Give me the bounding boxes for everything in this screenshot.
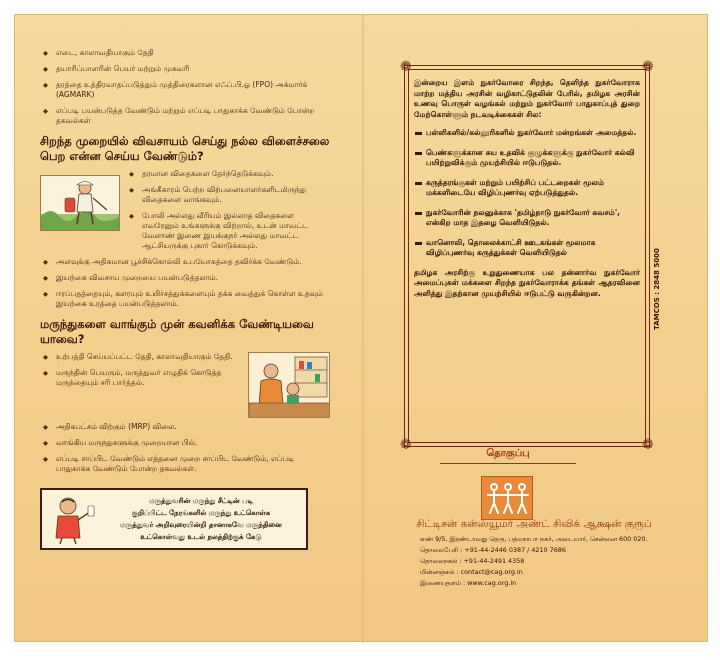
organization-name: சிட்டிசன் கன்ஸ்யூமர் அண்ட் சிவிக் ஆக்ஷன் குரூப்	[416, 518, 652, 530]
farming-bullets	[126, 169, 330, 257]
medicine-more-bullets	[40, 422, 330, 474]
list-item: ◆ அதிகபட்சம் விற்கும் (MRP) விலை.	[40, 422, 330, 432]
list-item: ◆ மருந்தின் பெயரும், மருத்துவர் எழுதிக் கொடுத்த மருந்தையும் சரி பார்த்தல்.	[40, 368, 242, 388]
list-item: ◆ இயற்கை விவசாய முறையை பயன்படுத்தலாம்.	[40, 273, 330, 283]
warning-line: குறிப்பிட்ட நேரங்களில் மருந்து உட்கொள்க	[131, 509, 271, 517]
list-item: பெண்களுக்கான சுய உதவிக் குழுக்களுக்கு நுகர்வோர் கல்வி பயிற்றுவிக்கும் முயற்சியில் ஈடுபடுதல்.	[414, 148, 640, 169]
left-panel	[40, 48, 330, 550]
list-item: வானொலி, தொலைக்காட்சி ஊடகங்கள் மூலமாக விழிப்புணர்வு கருத்துக்கள் வெளியிடுதல்	[414, 238, 640, 259]
warning-line: மருத்துவரின் மருந்து சீட்டின் படி	[149, 497, 253, 505]
intro-paragraph: இன்றைய இளம் நுகர்வோரை சிறந்த, தெளிந்த நுகர்வோராக மாற்ற மத்திய அரசின் வழிகாட்டுதலின் பேரில், தமிழக அரசின் உணவு பொருள் வழங்கல் மற்றும் நுகர்வோர் பாதுகாப்புத் துறை மேற்கொள்ளும் நடவடிக்கைகள் சில:	[414, 78, 640, 119]
list-item: ◆ எப்படி சாப்பிட வேண்டும் எத்தனை முறை சாப்பிட வேண்டும், எப்படி பாதுகாக்க வேண்டும் போன்ற தகவல்கள்.	[40, 454, 330, 474]
list-item: ◆ போலி அல்லது வீரியம் இல்லாத விதைகளை எவரேனும் உங்களுக்கு விற்றால், உடன் மாவட்ட வேளாண் இணை இயக்குநர் அல்லது மாவட்ட ஆட்சியருக்கு புகார் கொடுக்கவும்.	[126, 211, 330, 251]
warning-line: உட்கொள்வது உடல் நலத்திற்குக் கேடு	[140, 533, 262, 541]
fold-line	[362, 15, 364, 643]
list-item: ◆ உற்பத்தி செய்யப்பட்ட தேதி, காலாவதியாகும் தேதி.	[40, 352, 242, 362]
sick-man-illustration	[48, 494, 102, 544]
ornament-corner-icon: ❁	[400, 59, 412, 75]
ornament-corner-icon: ❁	[642, 437, 654, 453]
email-line: மின்னஞ்சல் : contact@cag.org.in	[420, 568, 523, 576]
list-item: ◆ ஈரப்பதத்தையும், களரயும் உயிர்சத்துக்களையும் தக்க வைத்துக் கொள்ள உதவும் இயற்கை உரத்தை பயன்படுத்தலாம்.	[40, 289, 330, 309]
compiled-by-label: தொகுப்பு	[486, 448, 530, 459]
medicine-warning-box	[40, 488, 308, 550]
cag-logo	[481, 476, 533, 520]
ornament-corner-icon: ❁	[400, 437, 412, 453]
list-item: ◆ அங்கீகாரம் பெற்ற விற்பனையாளர்களிடமிருந்து விதைகளை வாங்கவும்.	[126, 185, 330, 205]
actions-list	[414, 128, 640, 259]
list-item: கருத்தரங்குகள் மற்றும் பயிற்சிப் பட்டறைகள் மூலம் மக்களிடையே விழிப்புணர்வு ஏற்படுத்துதல்.	[414, 178, 640, 199]
list-item: ◆ எடை, காலாவதியாகும் தேதி	[40, 48, 330, 58]
top-bullets	[40, 48, 330, 126]
list-item: பள்ளிகளில்/கல்லூரிகளில் நுகர்வோர் மன்றங்கள் அமைத்தல்.	[414, 128, 640, 139]
list-item: ◆ எப்படி பயன்படுத்த வேண்டும் மற்றும் எப்படி பாதுகாக்க வேண்டும் போன்ற தகவல்கள்	[40, 106, 330, 126]
pharmacy-illustration	[248, 352, 330, 418]
right-panel	[414, 78, 640, 299]
list-item: ◆ தரத்தை உத்திரவாதப்படுத்தும் முத்திரைகளான எஃப்.பி.ஓ (FPO) அக்மார்க் (AGMARK)	[40, 80, 330, 100]
ornament-corner-icon: ❁	[642, 59, 654, 75]
contact-block	[420, 534, 680, 589]
list-item: ◆ வாங்கிய மருந்துகளுக்கு முறையான பில்.	[40, 438, 330, 448]
website-line: இணையதளம் : www.cag.org.in	[420, 579, 517, 587]
warning-line: மருத்துவர் அறிவுரையின்றி தானாகவே மருந்தினை	[120, 521, 282, 529]
list-item: நுகர்வோரின் நலனுக்காக 'தமிழ்நாடு நுகர்வோர் கவசம்', என்கிற மாத இதழை வெளியிடுதல்.	[414, 208, 640, 229]
tamcos-code: TAMCOS : 2848 5000	[653, 248, 661, 330]
farmer-illustration	[40, 175, 120, 231]
list-item: ◆ அளவுக்கு அதிகமான பூச்சிக்கொல்லி உபயோகத்தை தவிர்க்க வேண்டும்.	[40, 257, 330, 267]
question-medicine: மருந்துகளை வாங்கும் முன் கவனிக்க வேண்டியவை யாவை?	[40, 317, 314, 346]
question-farming: சிறந்த முறையில் விவசாயம் செய்து நல்ல விளைச்சலை பெற என்ன செய்ய வேண்டும்?	[40, 134, 330, 163]
address-line: எண் 9/5, இரண்டாவது தெரு, பத்மநாபா நகர், அடையார், சென்னை 600 020.	[420, 535, 648, 543]
phone-line: தொலைபேசி : +91-44-2446 0387 / 4210 7686	[420, 546, 566, 554]
list-item: ◆ தரமான விதைகளை தேர்ந்தெடுக்கவும்.	[126, 169, 330, 179]
closing-paragraph: தமிழக அரசிற்கு உறுதுணையாக பல தன்னார்வ நுகர்வோர் அமைப்புகள் மக்களை சிறந்த நுகர்வோராக்க தங்கள் ஆதரவினை அளித்து இதற்கான முயற்சியில் ஈடுபட்டு வருகின்றன.	[414, 267, 640, 298]
medicine-section	[40, 352, 330, 418]
fax-line: தொலைநகல் : +91-44-2491 4358	[420, 557, 525, 565]
medicine-bullets	[40, 352, 242, 418]
divider	[440, 463, 576, 464]
warning-text	[102, 495, 300, 543]
farming-section	[40, 169, 330, 257]
farming-more-bullets	[40, 257, 330, 309]
list-item: ◆ தயாரிப்பாளரின் பெயர் மற்றும் முகவரி	[40, 64, 330, 74]
